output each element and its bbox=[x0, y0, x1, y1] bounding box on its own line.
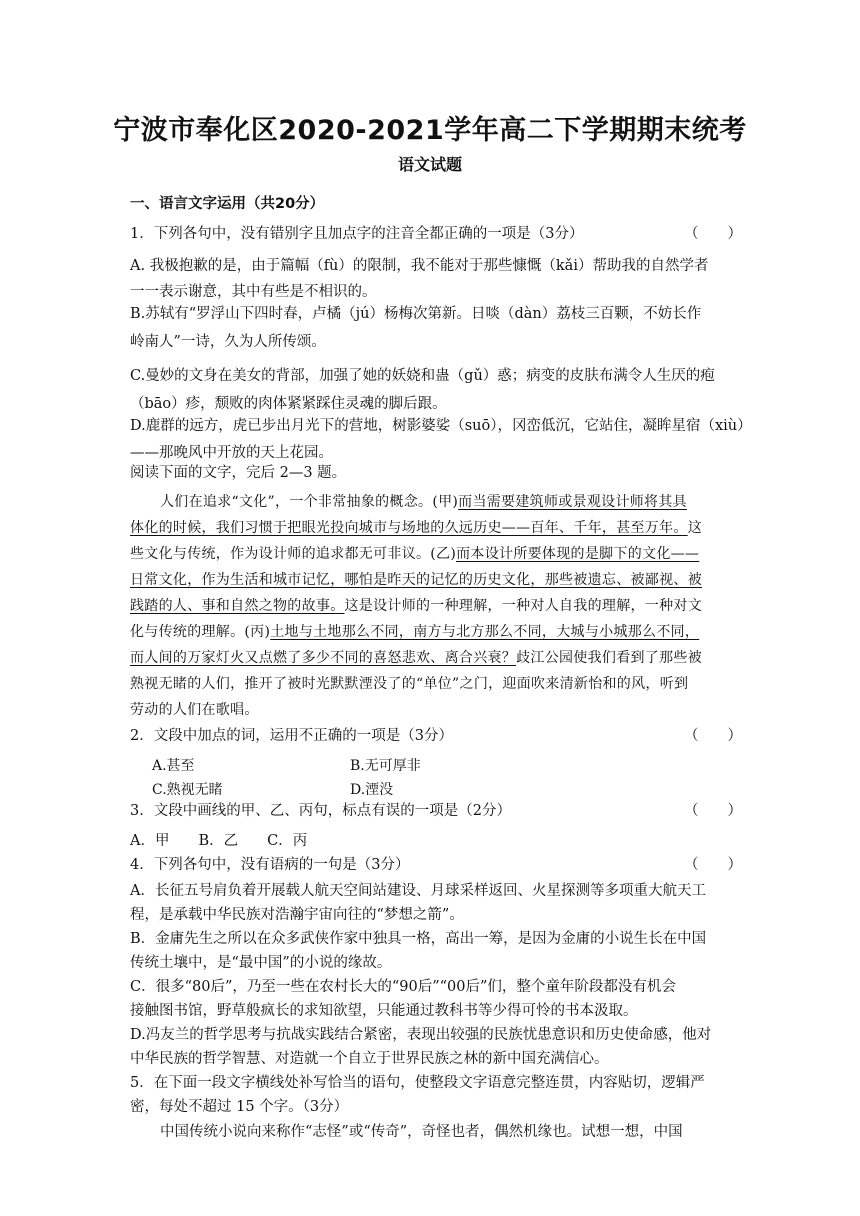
passage-underlined-yi-cont: 日常文化，作为生活和城市记忆，哪怕是昨天的记忆的历史文化，那些被遗忘、被鄙视、被 bbox=[130, 572, 702, 588]
q4-answer-paren: （ ） bbox=[684, 857, 742, 873]
q1-stem: 1．下列各句中，没有错别字且加点字的注音全都正确的一项是（3分） bbox=[130, 226, 584, 242]
passage-text: 歧江公园使我们看到了那些被 bbox=[516, 650, 703, 666]
exam-subtitle: 语文试题 bbox=[397, 155, 462, 174]
q1-option-a-line2: 一一表示谢意，其中有些是不相识的。 bbox=[130, 284, 377, 300]
passage-line-8: 熟视无睹的人们，推开了被时光默默湮没了的“单位”之门，迎面吹来清新怡和的风，听到 bbox=[130, 676, 689, 692]
q2-option-d: D.湮没 bbox=[350, 782, 394, 798]
q1-answer-paren: （ ） bbox=[684, 226, 742, 242]
passage-line-9: 劳动的人们在歌唱。 bbox=[130, 702, 259, 718]
passage-text: 化与传统的理解。(丙) bbox=[130, 624, 271, 640]
passage-line-3 bbox=[130, 544, 730, 564]
q1-option-c-line1: C.曼妙的文身在美女的背部，加强了她的妖娆和蛊（gǔ）惑；病变的皮肤布满令人生厌的疱 bbox=[130, 368, 715, 384]
passage-line-7 bbox=[130, 648, 730, 668]
q4-option-b-line2: 传统土壤中，是“最中国”的小说的缘故。 bbox=[130, 955, 392, 971]
q3-options: A．甲 B．乙 C．丙 bbox=[130, 833, 308, 849]
passage-line-2 bbox=[130, 518, 730, 538]
passage-text: 这是设计师的一种理解，一种对人自我的理解，一种对文 bbox=[344, 598, 702, 614]
q1-option-b-line2: 岭南人”一诗，久为人所传颂。 bbox=[130, 334, 326, 350]
q4-option-d-line1: D.冯友兰的哲学思考与抗战实践结合紧密，表现出较强的民族忧患意识和历史使命感，他对 bbox=[130, 1027, 712, 1043]
q4-option-d-line2: 中华民族的哲学智慧、对造就一个自立于世界民族之林的新中国充满信心。 bbox=[130, 1051, 609, 1067]
q2-stem: 2．文段中加点的词，运用不正确的一项是（3分） bbox=[130, 728, 453, 744]
passage-underlined-yi-end: 践踏的人、事和自然之物的故事。 bbox=[130, 598, 345, 614]
passage-underlined-jia: 而当需要建筑师或景观设计师将其具 bbox=[458, 494, 687, 510]
q1-option-c-line2: （bāo）疹，颓败的肉体紧紧踩住灵魂的脚后跟。 bbox=[130, 396, 447, 412]
passage-line-5 bbox=[130, 596, 730, 616]
passage-underlined-bing: 土地与土地那么不同，南方与北方那么不同，大城与小城那么不同， bbox=[270, 624, 700, 640]
passage-line-4 bbox=[130, 570, 730, 590]
section-heading: 一、语言文字运用（共20分） bbox=[130, 196, 325, 212]
passage-text: 人们在追求“文化”，一个非常抽象的概念。(甲) bbox=[160, 494, 459, 510]
exam-title: 宁波市奉化区2020-2021学年高二下学期期末统考 bbox=[113, 115, 747, 146]
passage-underlined-yi: 而本设计所要体现的是脚下的文化—— bbox=[456, 546, 700, 562]
q4-option-a-line2: 程，是承载中华民族对浩瀚宇宙向往的“梦想之箭”。 bbox=[130, 907, 464, 923]
q1-option-b-line1: B.苏轼有“罗浮山下四时春，卢橘（jú）杨梅次第新。日啖（dàn）荔枝三百颗，不妨长作 bbox=[130, 306, 702, 322]
passage-underlined-bing-cont: 而人间的万家灯火又点燃了多少不同的喜怒悲欢、离合兴衰？ bbox=[130, 650, 517, 666]
reading-instruction: 阅读下面的文字，完后 2—3 题。 bbox=[130, 465, 347, 481]
passage-line-6 bbox=[130, 622, 730, 642]
q4-option-b-line1: B．金庸先生之所以在众多武侠作家中独具一格，高出一筹，是因为金庸的小说生长在中国 bbox=[130, 931, 707, 947]
q2-option-c: C.熟视无睹 bbox=[152, 782, 223, 798]
q1-option-d-line1: D.鹿群的远方，虎已步出月光下的营地，树影婆娑（suō），冈峦低沉，它站住，凝眸星宿（xiù） bbox=[130, 418, 752, 434]
passage-line-1 bbox=[160, 492, 760, 512]
q5-stem-line2: 密，每处不超过 15 个字。（3分） bbox=[130, 1099, 349, 1115]
q5-stem-line1: 5．在下面一段文字横线处补写恰当的语句，使整段文字语意完整连贯，内容贴切，逻辑严 bbox=[130, 1075, 705, 1091]
q2-answer-paren: （ ） bbox=[684, 728, 742, 744]
q3-answer-paren: （ ） bbox=[684, 803, 742, 819]
passage-text: 些文化与传统，作为设计师的追求都无可非议。(乙) bbox=[130, 546, 457, 562]
q1-option-a-line1: A. 我极抱歉的是，由于篇幅（fù）的限制，我不能对于那些慷慨（kǎi）帮助我的自然学者 bbox=[130, 258, 709, 274]
q2-option-a: A.甚至 bbox=[152, 758, 195, 774]
q4-stem: 4．下列各句中，没有语病的一句是（3分） bbox=[130, 857, 410, 873]
q5-passage-line1: 中国传统小说向来称作“志怪”或“传奇”，奇怪也者，偶然机缘也。试想一想，中国 bbox=[160, 1124, 683, 1140]
q4-option-c-line2: 接触图书馆，野草般疯长的求知欲望，只能通过教科书等少得可怜的书本汲取。 bbox=[130, 1003, 638, 1019]
q4-option-a-line1: A．长征五号肩负着开展载人航天空间站建设、月球采样返回、火星探测等多项重大航天工 bbox=[130, 883, 706, 899]
passage-underlined-jia-cont: 体化的时候，我们习惯于把眼光投向城市与场地的久远历史——百年、千年，甚至万年。 bbox=[130, 520, 688, 536]
q2-option-b: B.无可厚非 bbox=[350, 758, 421, 774]
q1-option-d-line2: ——那晚风中开放的天上花园。 bbox=[130, 445, 333, 461]
passage-text: 这 bbox=[687, 520, 703, 536]
q3-stem: 3．文段中画线的甲、乙、丙句，标点有误的一项是（2分） bbox=[130, 803, 511, 819]
q4-option-c-line1: C．很多“80后”，乃至一些在农村长大的“90后”“00后”们，整个童年阶段都没有机会 bbox=[130, 979, 676, 995]
